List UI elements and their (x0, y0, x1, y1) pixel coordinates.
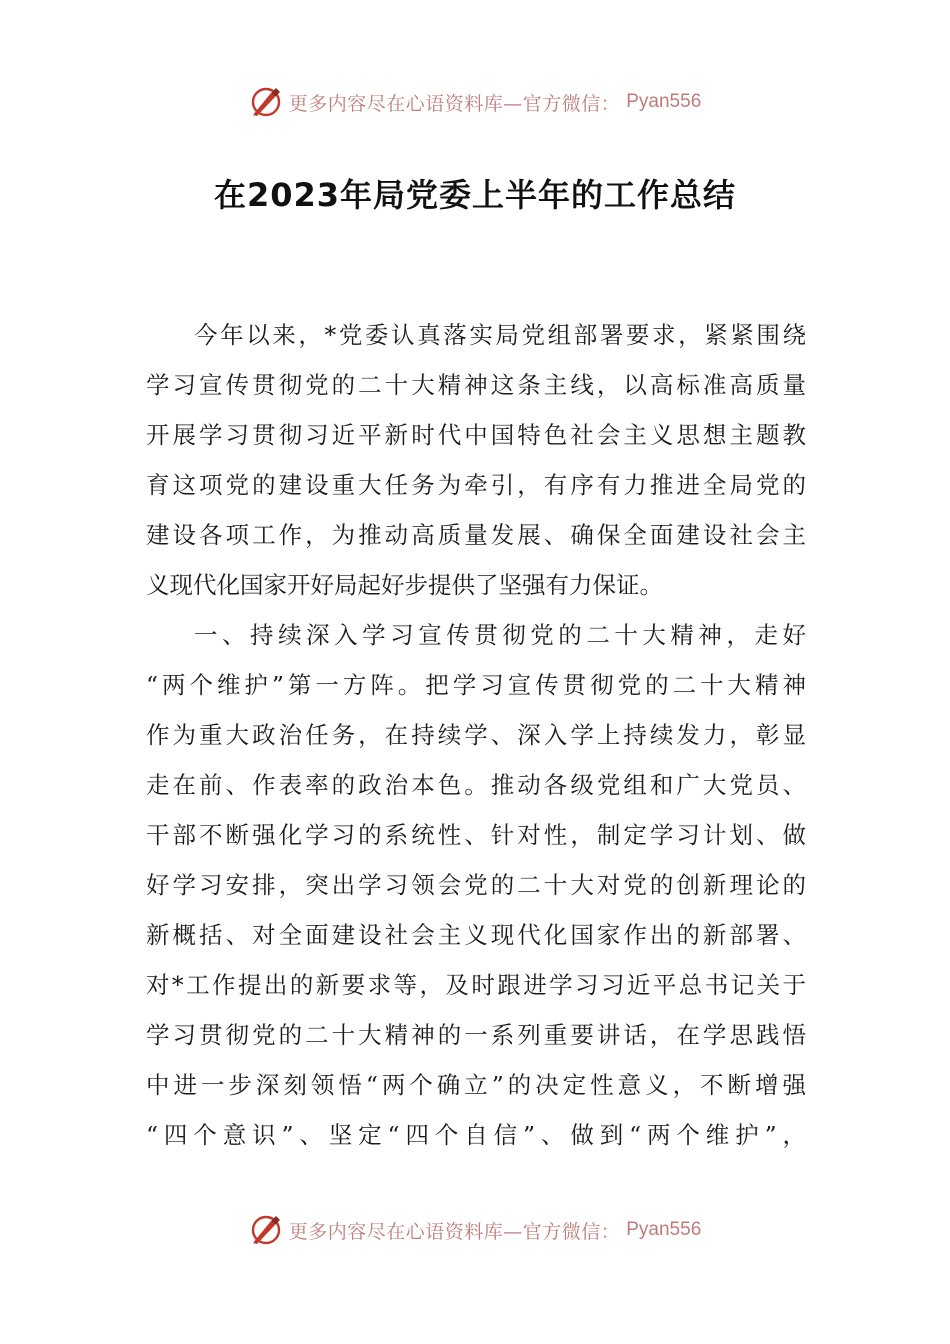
body-line: 建设各项工作，为推动高质量发展、确保全面建设社会主 (146, 521, 806, 549)
body-line: 对*工作提出的新要求等，及时跟进学习习近平总书记关于 (146, 971, 806, 999)
body-line: 义现代化国家开好局起好步提供了坚强有力保证。 (146, 571, 663, 599)
body-line: “两个维护”第一方阵。把学习宣传贯彻党的二十大精神 (146, 671, 806, 699)
pen-circle-logo-icon (249, 85, 283, 119)
body-line: 走在前、作表率的政治本色。推动各级党组和广大党员、 (146, 771, 806, 799)
header-watermark-banner (0, 82, 950, 122)
document-body (146, 310, 806, 1160)
body-line: 学习贯彻党的二十大精神的一系列重要讲话，在学思践悟 (146, 1021, 806, 1049)
watermark-text: 更多内容尽在心语资料库—官方微信： (288, 92, 621, 115)
body-line: 中进一步深刻领悟“两个确立”的决定性意义，不断增强 (146, 1071, 806, 1099)
body-line: 作为重大政治任务，在持续学、深入学上持续发力，彰显 (146, 721, 806, 749)
pen-circle-logo-icon (249, 1213, 283, 1247)
watermark-text: 更多内容尽在心语资料库—官方微信： (288, 1220, 621, 1243)
body-line: 学习宣传贯彻党的二十大精神这条主线，以高标准高质量 (146, 371, 806, 399)
body-line: 新概括、对全面建设社会主义现代化国家作出的新部署、 (146, 921, 806, 949)
watermark-wechat-id: Pyan556 (626, 1219, 702, 1240)
footer-watermark-banner (0, 1210, 950, 1250)
body-line: 好学习安排，突出学习领会党的二十大对党的创新理论的 (146, 871, 806, 899)
document-title: 在2023年局党委上半年的工作总结 (213, 176, 737, 214)
body-line: 开展学习贯彻习近平新时代中国特色社会主义思想主题教 (146, 421, 806, 449)
body-line: “四个意识”、坚定“四个自信”、做到“两个维护”， (146, 1121, 806, 1149)
body-line: 今年以来，*党委认真落实局党组部署要求，紧紧围绕 (194, 321, 806, 349)
body-line: 育这项党的建设重大任务为牵引，有序有力推进全局党的 (146, 471, 806, 499)
body-line: 干部不断强化学习的系统性、针对性，制定学习计划、做 (146, 821, 806, 849)
body-line: 一、持续深入学习宣传贯彻党的二十大精神，走好 (194, 621, 806, 649)
watermark-wechat-id: Pyan556 (626, 91, 702, 112)
